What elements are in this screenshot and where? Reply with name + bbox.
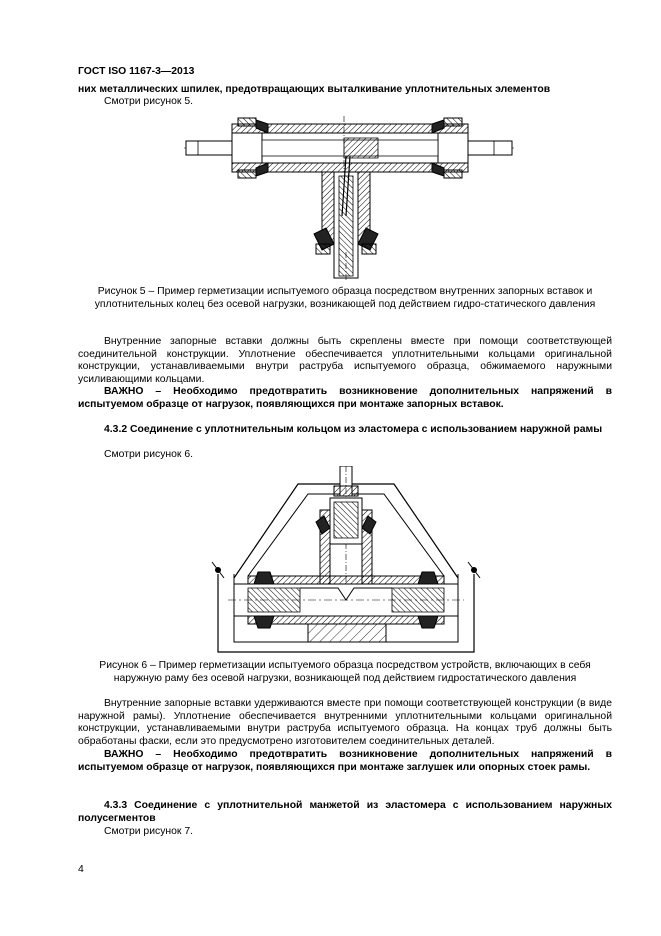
section-4-3-3-heading: 4.3.3 Соединение с уплотнительной манжетой из эластомера с использованием наружных полусегментов (78, 800, 612, 824)
see-figure-7: Смотри рисунок 7. (104, 826, 194, 837)
paragraph-1: Внутренние запорные вставки должны быть скреплены вместе при помощи соответствующей соединительной конструкции. Уплотнение обеспечивается уплотнительными кольцами оригинальной конструкции, устанавливаемыми внутри раструба испытуемого образца, обжимаемого наружными усиливающими кольцами. (78, 336, 612, 385)
see-figure-6: Смотри рисунок 6. (104, 449, 194, 460)
figure-5-drawing (184, 116, 514, 280)
intro-bold-line: них металлических шпилек, предотвращающих выталкивание уплотнительных элементов (78, 84, 551, 95)
important-note-2: ВАЖНО – Необходимо предотвратить возникновение дополнительных напряжений в испытуемом образце от нагрузок, появляющихся при монтаже заглушек или опорных стоек рамы. (78, 749, 612, 773)
important-note-1: ВАЖНО – Необходимо предотвратить возникновение дополнительных напряжений в испытуемом образце от нагрузок, появляющихся при монтаже запорных вставок. (78, 386, 612, 410)
paragraph-2: Внутренние запорные вставки удерживаются вместе при помощи соответствующей конструкции (в виде наружной рамы). Уплотнение обеспечивается внутренними уплотнительными кольцами оригинальной конструкции, устанавливаемыми внутри раструба испытуемого образца. На концах труб должны быть обработаны фаски, если это предусмотрено изготовителем соединительных деталей. (78, 698, 612, 747)
document-header: ГОСТ ISO 1167-3—2013 (78, 66, 195, 77)
section-4-3-2-heading: 4.3.2 Соединение с уплотнительным кольцом из эластомера с использованием наружной рамы (104, 424, 603, 435)
figure-5-caption: Рисунок 5 – Пример герметизации испытуемого образца посредством внутренних запорных вставок и уплотнительных колец без осевой нагрузки, возникающей под действием гидро-статического давления (94, 286, 596, 310)
figure-6-caption: Рисунок 6 – Пример герметизации испытуемого образца посредством устройств, включающих в себя наружную раму без осевой нагрузки, возникающей под действием гидростатического давления (99, 660, 591, 684)
page-number: 4 (78, 864, 84, 875)
figure-6-drawing (208, 466, 484, 654)
see-figure-5: Смотри рисунок 5. (104, 96, 194, 107)
